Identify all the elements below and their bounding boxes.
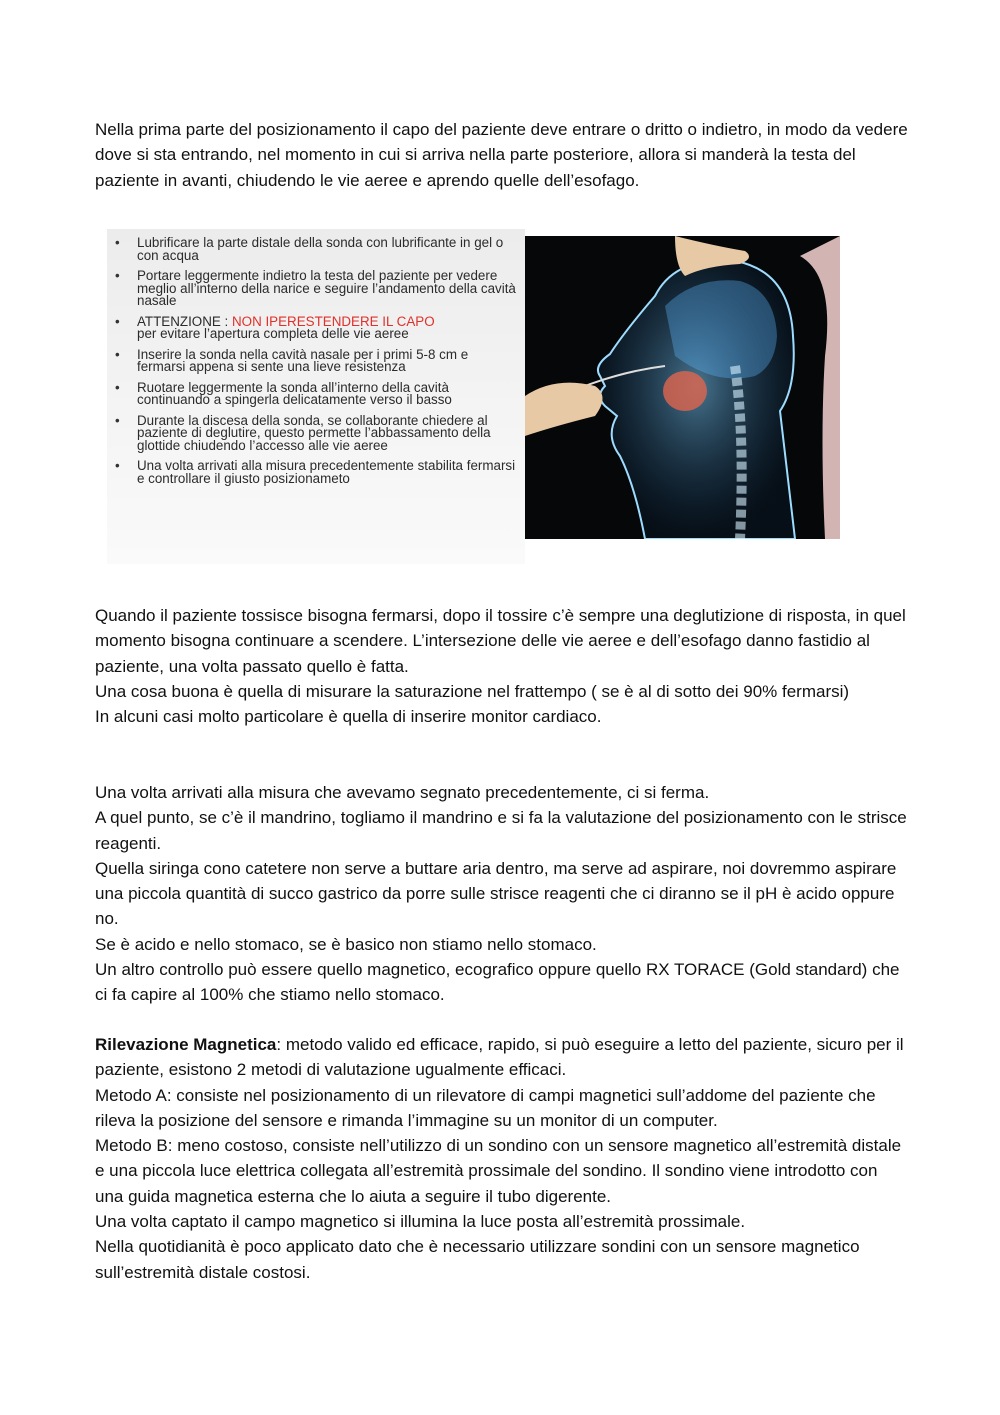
section-lead-text: : metodo valido ed efficace, rapido, si può eseguire a letto del paziente, sicuro per il paziente, esistono 2 metodi di valutazione ugualmente efficaci.	[95, 1035, 904, 1080]
text-block-3	[95, 780, 910, 1008]
warning-highlight: NON IPERESTENDERE IL CAPO	[231, 313, 435, 329]
instruction-item: • Portare leggermente indietro la testa del paziente per vedere meglio all’interno della narice e seguire l’andamento della cavità nasale	[137, 270, 517, 308]
paragraph-text: A quel punto, se c’è il mandrino, togliamo il mandrino e si fa la valutazione del posizionamento con le strisce reagenti.	[95, 808, 907, 853]
paragraph-text	[95, 1032, 910, 1083]
paragraph-text: Metodo B: meno costoso, consiste nell’utilizzo di un sondino con un sensore magnetico all’estremità distale e una piccola luce elettrica collegata all’estremità prossimale del sondino. Il sondino viene introdotto con una guida magnetica esterna che lo aiuta a seguire il tubo digerente.	[95, 1136, 902, 1206]
intro-paragraph	[95, 117, 910, 193]
text-block-4	[95, 1032, 910, 1285]
instruction-item	[137, 313, 517, 341]
paragraph-text: Una volta captato il campo magnetico si illumina la luce posta all’estremità prossimale.	[95, 1212, 746, 1232]
procedure-figure	[107, 229, 840, 564]
paragraph-text: Metodo A: consiste nel posizionamento di un rilevatore di campi magnetici sull’addome del paziente che rileva la posizione del sensore e rimanda l’immagine su un monitor di un computer.	[95, 1085, 876, 1130]
paragraph-text: Una volta arrivati alla misura che avevamo segnato precedentemente, ci si ferma.	[95, 783, 710, 802]
paragraph-text: Nella quotidianità è poco applicato dato che è necessario utilizzare sondini con un sensore magnetico sull’estremità distale costosi.	[95, 1237, 860, 1282]
warning-rest: per evitare l’apertura completa delle vie aeree	[137, 326, 409, 341]
warning-prefix: ATTENZIONE :	[137, 313, 232, 329]
instruction-item: • Una volta arrivati alla misura precedentemente stabilita fermarsi e controllare il giusto posizionameto	[137, 460, 517, 485]
instruction-item: • Inserire la sonda nella cavità nasale per i primi 5-8 cm e fermarsi appena si sente una lieve resistenza	[137, 349, 517, 374]
head-xray-illustration	[525, 236, 840, 539]
paragraph-text: Un altro controllo può essere quello magnetico, ecografico oppure quello RX TORACE (Gold standard) che ci fa capire al 100% che stiamo nello stomaco.	[95, 960, 900, 1005]
instruction-item: • Lubrificare la parte distale della sonda con lubrificante in gel o con acqua	[137, 237, 517, 262]
anatomy-illustration	[525, 236, 840, 539]
section-heading: Rilevazione Magnetica	[95, 1035, 277, 1054]
paragraph-text: Una cosa buona è quella di misurare la saturazione nel frattempo ( se è al di sotto dei 90% fermarsi)	[95, 681, 850, 701]
instruction-item: • Durante la discesa della sonda, se collaborante chiedere al paziente di deglutire, questo permette l’abbassamento della glottide chiudendo l’accesso alle vie aeree	[137, 415, 517, 453]
text-block-2	[95, 603, 910, 729]
instruction-list	[107, 229, 525, 485]
paragraph-text: Se è acido e nello stomaco, se è basico non stiamo nello stomaco.	[95, 934, 597, 954]
paragraph-text: Nella prima parte del posizionamento il capo del paziente deve entrare o dritto o indietro, in modo da vedere dove si sta entrando, nel momento in cui si arriva nella parte posteriore, allora si manderà la testa del paziente in avanti, chiudendo le vie aeree e aprendo quelle dell’esofago.	[95, 120, 908, 190]
figure-instructions-panel	[107, 229, 525, 564]
paragraph-text: Quando il paziente tossisce bisogna fermarsi, dopo il tossire c’è sempre una deglutizione di risposta, in quel momento bisogna continuare a scendere. L’intersezione delle vie aeree e dell’esofago danno fastidio al paziente, una volta passato quello è fatta.	[95, 606, 906, 676]
paragraph-text: In alcuni casi molto particolare è quella di inserire monitor cardiaco.	[95, 707, 602, 727]
instruction-item: • Ruotare leggermente la sonda all’interno della cavità continuando a spingerla delicatamente verso il basso	[137, 382, 517, 407]
paragraph-text: Quella siringa cono catetere non serve a buttare aria dentro, ma serve ad aspirare, noi dovremmo aspirare una piccola quantità di succo gastrico da porre sulle strisce reagenti che ci diranno se il pH è acido oppure no.	[95, 858, 897, 929]
